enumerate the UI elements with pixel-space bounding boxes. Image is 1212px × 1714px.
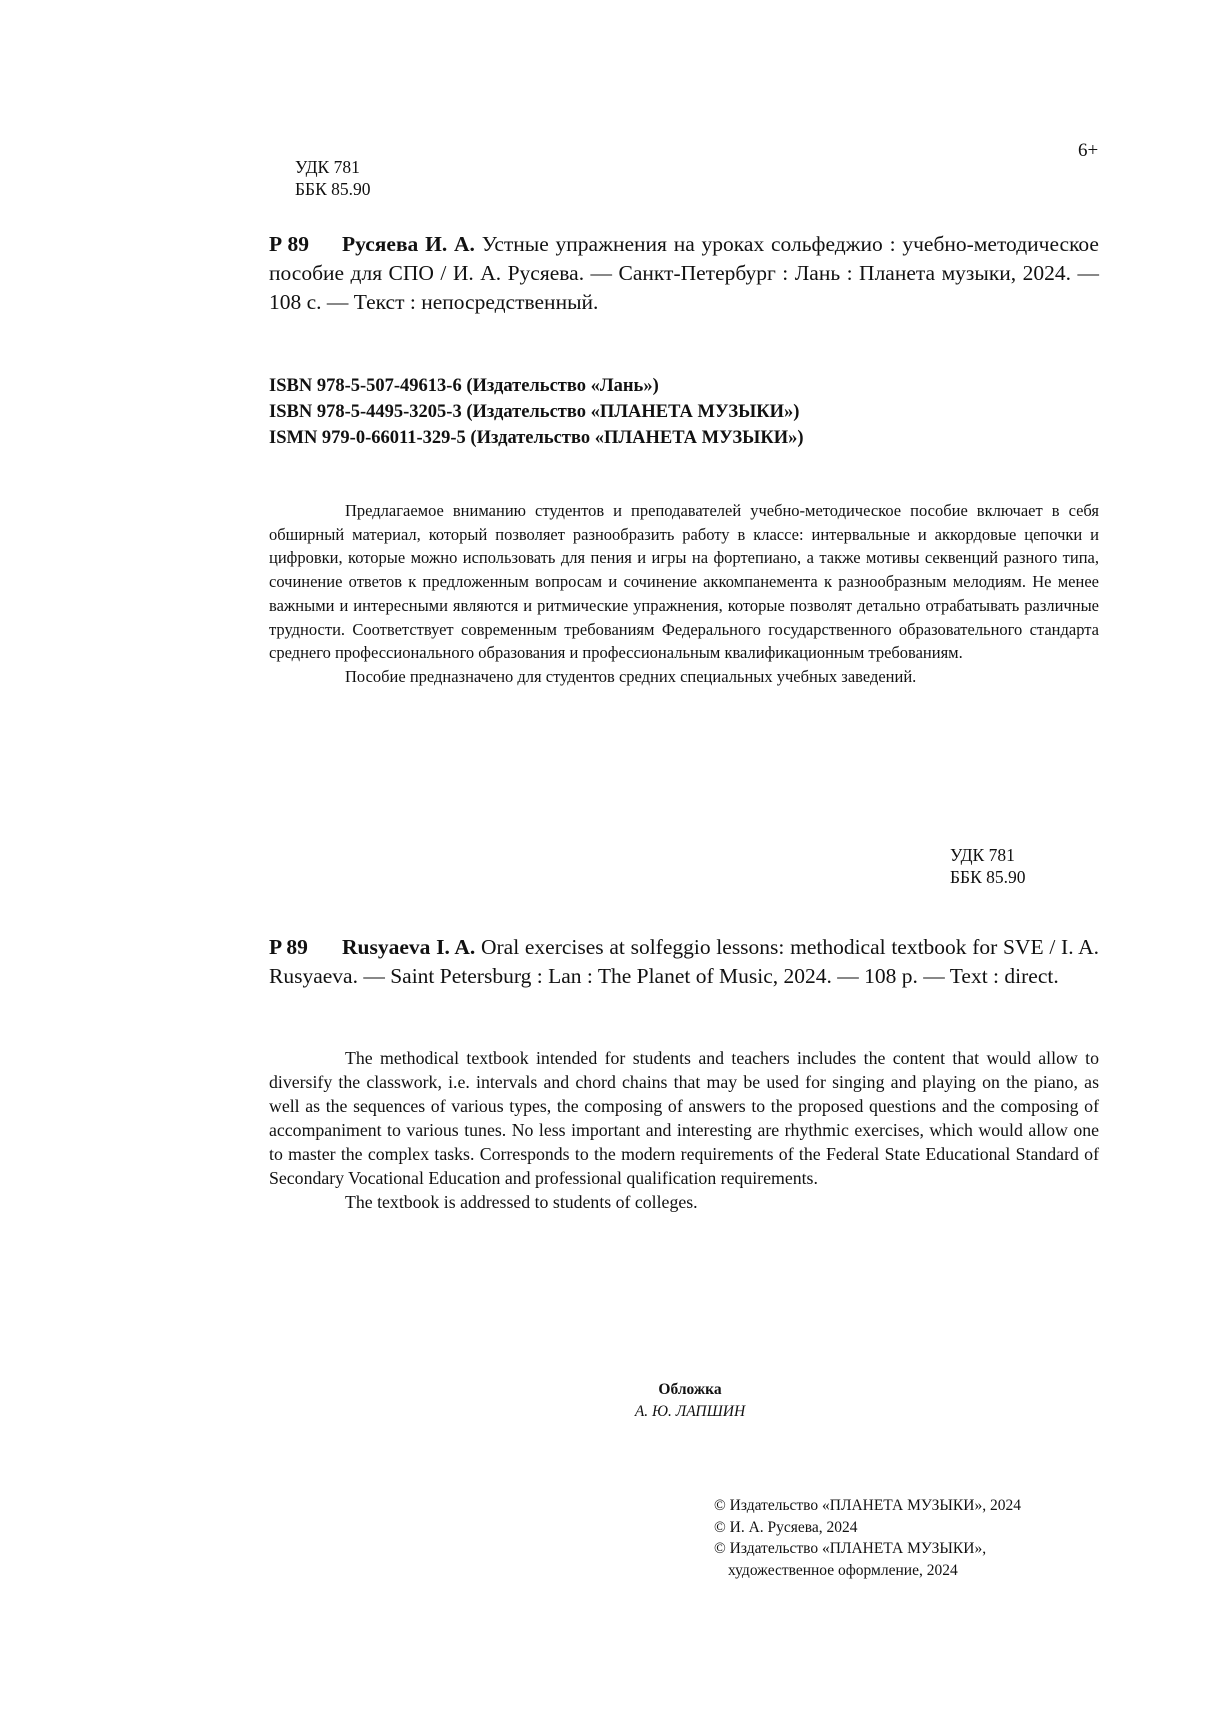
abstract-paragraph: Пособие предназначено для студентов средних специальных учебных заведений. — [345, 666, 917, 686]
ismn-line: ISMN 979-0-66011-329-5 (Издательство «ПЛАНЕТА МУЗЫКИ») — [269, 428, 804, 448]
udk-code: УДК 781 — [295, 157, 360, 177]
cover-label: Обложка — [658, 1381, 722, 1398]
classification-ru — [295, 156, 371, 200]
author-sign-code: P 89 — [269, 935, 308, 959]
abstract-paragraph: Предлагаемое вниманию студентов и преподавателей учебно-методическое пособие включает в себя обширный материал, который позволяет разнообразить работу в классе: интервальные и аккордовые цепочки и цифровки, которые можно использовать для пения и игры на фортепиано, а также мотивы секвенций разного типа, сочинение ответов к предложенным вопросам и сочинение аккомпанемента к разнообразным мелодиям. Не менее важными и интересными являются и ритмические упражнения, которые позволят детально отрабатывать различные трудности. Соответствует современным требованиям Федерального государственного образовательного стандарта среднего профессионального образования и профессиональным квалификационным требованиям. — [269, 501, 1099, 663]
reference-text: Oral exercises at solfeggio lessons: methodical textbook for SVE / I. A. Rusyaeva. — Saint Petersburg : Lan : The Planet of Music, 2024. — 108 p. — Text : direct. — [269, 935, 1099, 988]
bibliographic-reference-ru — [269, 230, 1099, 317]
isbn-line: ISBN 978-5-4495-3205-3 (Издательство «ПЛАНЕТА МУЗЫКИ») — [269, 402, 800, 422]
author-name: Rusyaeva I. A. — [342, 935, 476, 959]
cover-credit — [560, 1379, 820, 1423]
copyright-line: © И. А. Русяева, 2024 — [714, 1518, 858, 1536]
isbn-block — [269, 373, 804, 451]
abstract-ru — [269, 499, 1099, 689]
udk-code: УДК 781 — [950, 845, 1015, 865]
copyright-line: художественное оформление, 2024 — [728, 1561, 958, 1579]
bbk-code: ББК 85.90 — [295, 179, 371, 199]
author-sign-code: Р 89 — [269, 232, 310, 256]
bbk-code: ББК 85.90 — [950, 867, 1026, 887]
copyright-line: © Издательство «ПЛАНЕТА МУЗЫКИ», — [714, 1540, 987, 1557]
isbn-line: ISBN 978-5-507-49613-6 (Издательство «Лань») — [269, 376, 659, 396]
copyright-line: © Издательство «ПЛАНЕТА МУЗЫКИ», 2024 — [714, 1497, 1021, 1514]
age-rating: 6+ — [1078, 140, 1099, 161]
classification-en — [950, 844, 1026, 888]
bibliographic-reference-en — [269, 933, 1099, 991]
reference-text: Устные упражнения на уроках сольфеджио : учебно-методическое пособие для СПО / И. А. Русяева. — Санкт-Петербург : Лань : Планета музыки, 2024. — 108 с. — Текст : непосредственный. — [269, 232, 1099, 314]
abstract-en — [269, 1046, 1099, 1214]
cover-designer: А. Ю. ЛАПШИН — [634, 1403, 746, 1420]
copyright-block — [714, 1495, 1021, 1581]
abstract-paragraph: The methodical textbook intended for students and teachers includes the content that would allow to diversify the classwork, i.e. intervals and chord chains that may be used for singing and playing on the piano, as well as the sequences of various types, the composing of answers to the proposed questions and the composing of accompaniment to various tunes. No less important and interesting are rhythmic exercises, which would allow one to master the complex tasks. Corresponds to the modern requirements of the Federal State Educational Standard of Secondary Vocational Education and professional qualification requirements. — [269, 1048, 1099, 1188]
abstract-paragraph: The textbook is addressed to students of colleges. — [345, 1192, 698, 1212]
author-name: Русяева И. А. — [342, 232, 475, 256]
